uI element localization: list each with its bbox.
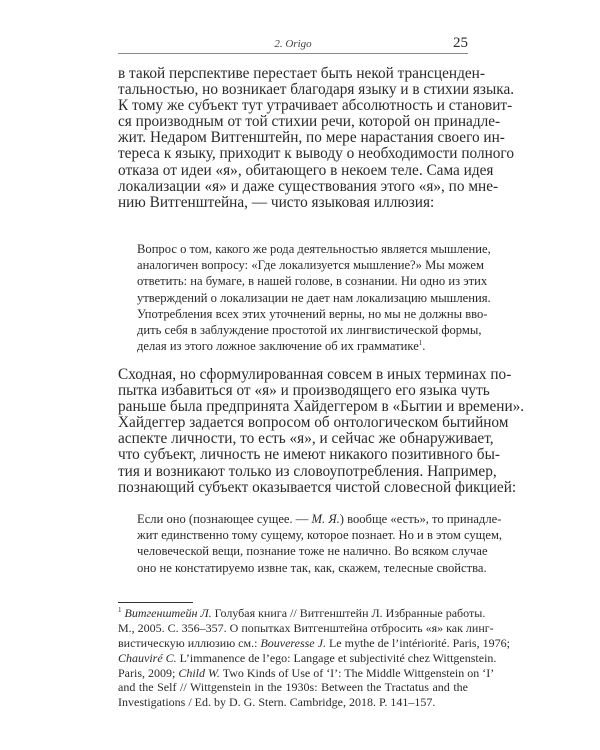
text-line: ответить: на бумаге, в нашей голове, в сознании. Ни одно из этих: [137, 274, 488, 289]
italic-text: Chauviré C.: [118, 650, 177, 665]
footnote-1: [118, 606, 510, 710]
text-segment: Голубая книга // Витгенштейн Л. Избранные работы.: [211, 606, 486, 620]
text-line: [137, 338, 468, 354]
italic-text: Bouveresse J.: [260, 635, 326, 650]
text-line: М., 2005. С. 356–357. О попытках Витгенштейна отбросить «я» как линг-: [118, 620, 494, 635]
text-line: [118, 635, 510, 651]
footnote-mark: 1: [118, 606, 122, 614]
text-line: отказа от идеи «я», обитающего в некоем теле. Сама идея: [118, 161, 494, 179]
text-line: К тому же субъект тут утрачивает абсолютность и становит-: [118, 97, 513, 115]
text-segment: вистическую иллюзию см.:: [118, 635, 261, 650]
page-number: 25: [453, 35, 468, 51]
text-line: and the Self // Wittgenstein in the 1930s: Between the Tractatus and the: [118, 680, 468, 695]
text-line: Вопрос о том, какого же рода деятельностью является мышление,: [137, 242, 491, 256]
text-line: нию Витгенштейна, — чисто языковая иллюзия:: [118, 193, 435, 211]
text-line: оно не констатируемо извне так, как, скажем, телесные свойства.: [137, 560, 487, 575]
footnote-mark: 1: [418, 338, 423, 347]
text-segment: Le mythe de l’intériorité. Paris, 1976;: [325, 635, 510, 650]
text-line: жит единственно тому сущему, которое познает. Но и в этом сущем,: [137, 528, 503, 543]
text-line: [118, 650, 497, 666]
text-segment: Two Kinds of Use of ‘I’: The Middle Wittgenstein on ‘I’: [219, 665, 495, 680]
text-line: тальностью, но возникает благодаря языку и в стихии языка.: [118, 81, 515, 99]
text-line: Сходная, но сформулированная совсем в иных терминах по-: [118, 366, 512, 383]
text-line: ся производным от той стихии речи, которой он принадле-: [118, 113, 501, 131]
italic-text: Child W.: [178, 665, 220, 680]
text-line: аспекте личности, то есть «я», и сейчас же обнаруживает,: [118, 430, 494, 448]
text-segment: делая из этого ложное заключение об их грамматике: [137, 339, 419, 354]
text-segment: L’immanence de l’ego: Langage et subjectivité chez Wittgenstein.: [176, 650, 497, 665]
text-line: жит. Недаром Витгенштейн, по мере нарастания своего ин-: [118, 129, 505, 147]
text-line: Investigations / Ed. by D. G. Stern. Cambridge, 2018. P. 141–157.: [118, 695, 436, 710]
text-segment: Если оно (познающее сущее. —: [137, 512, 312, 526]
quote-heidegger: [137, 511, 503, 576]
text-line: утверждений о локализации не дает нам локализацию мышления.: [137, 290, 491, 305]
text-line: локализации «я» и даже существования этого «я», по мне-: [118, 177, 499, 195]
text-segment: .: [422, 339, 426, 354]
paragraph-2: [118, 366, 525, 496]
text-line: [137, 511, 502, 527]
text-line: познающий субъект оказывается чистой словесной фикцией:: [118, 478, 517, 496]
text-segment: Paris, 2009;: [118, 665, 179, 680]
text-line: дить себя в заблуждение простотой их лингвистической формы,: [137, 322, 482, 337]
text-line: Употребления всех этих уточнений верны, но мы не должны вво-: [137, 306, 488, 321]
quote-wittgenstein: [137, 241, 491, 354]
footnote-divider: [118, 602, 193, 603]
italic-text: Витгенштейн Л.: [124, 606, 212, 620]
text-line: пытка избавиться от «я» и производящего его языка чуть: [118, 382, 490, 400]
italic-text: М. Я.: [311, 512, 340, 526]
running-header: [118, 36, 468, 54]
text-line: тереса к языку, приходит к выводу о необходимости полного: [118, 145, 514, 163]
running-title: 2. Origo: [274, 38, 312, 50]
paragraph-1: [118, 65, 515, 211]
text-segment: ) вообще «есть», то принадле-: [339, 512, 502, 526]
text-line: Хайдеггер задается вопросом об онтологическом бытийном: [118, 414, 509, 432]
text-line: [118, 665, 495, 681]
text-line: аналогичен вопросу: «Где локализуется мышление?» Мы можем: [137, 258, 484, 273]
text-line: раньше была предпринята Хайдеггером в «Бытии и времени».: [118, 398, 525, 416]
text-line: в такой перспективе перестает быть некой трансценден-: [118, 65, 485, 82]
text-line: что субъект, личность не имеют никакого позитивного бы-: [118, 446, 500, 464]
text-line: человеческой вещи, познание тоже не налично. Во всяком случае: [137, 544, 488, 559]
text-line: тия и возникают только из словоупотребления. Например,: [118, 462, 497, 480]
text-line: [118, 606, 486, 621]
